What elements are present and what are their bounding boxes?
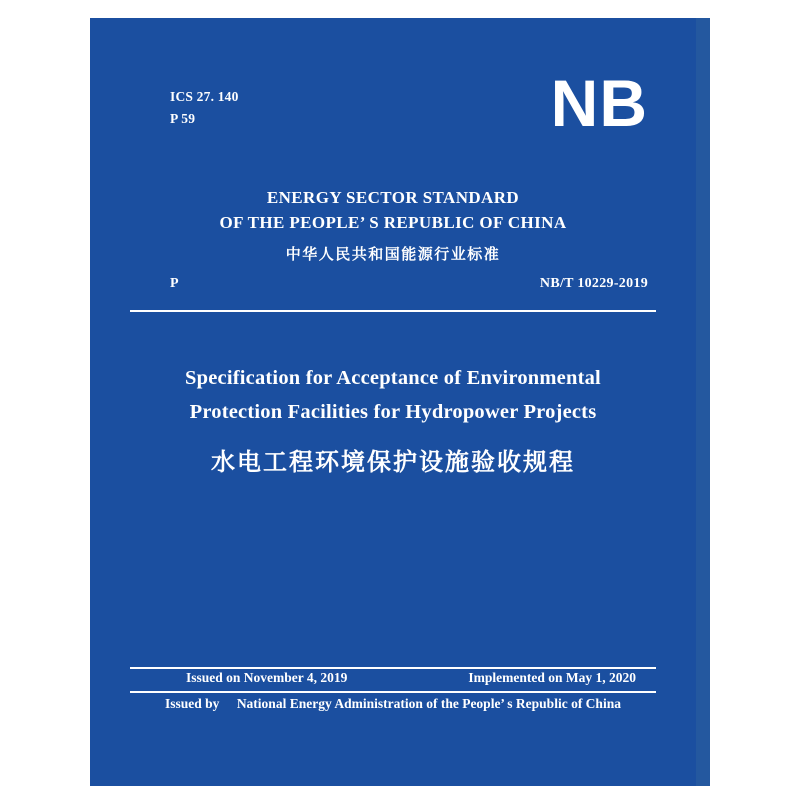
- designation-row: [90, 276, 696, 296]
- cover-spine-band: [696, 18, 710, 786]
- divider-bottom-upper: [130, 667, 656, 669]
- designation-class-code: P: [170, 276, 179, 291]
- issued-date: Issued on November 4, 2019: [186, 670, 348, 685]
- standard-cover: [90, 18, 710, 786]
- divider-bottom-lower: [130, 691, 656, 693]
- implemented-date: Implemented on May 1, 2020: [468, 670, 636, 685]
- cover-content: [90, 18, 696, 786]
- title-chinese: 水电工程环境保护设施验收规程: [211, 447, 575, 476]
- ics-block: [170, 86, 239, 131]
- issuer-organization: National Energy Administration of the People’ s Republic of China: [236, 696, 621, 711]
- designation-standard-number: NB/T 10229-2019: [539, 276, 648, 291]
- standard-header: [90, 186, 696, 264]
- header-english-line-2: OF THE PEOPLE’ S REPUBLIC OF CHINA: [219, 212, 567, 232]
- title-block: [90, 362, 696, 477]
- divider-top: [130, 310, 656, 312]
- title-english-line-1: Specification for Acceptance of Environmental: [185, 367, 601, 389]
- dates-row: [90, 670, 696, 692]
- issuer-row: [90, 696, 696, 712]
- header-chinese-line: 中华人民共和国能源行业标准: [285, 245, 501, 264]
- nb-logo: NB: [550, 66, 648, 140]
- header-english-line-1: ENERGY SECTOR STANDARD: [266, 188, 520, 207]
- classification-code: P 59: [170, 111, 196, 127]
- ics-number: ICS 27. 140: [170, 89, 239, 104]
- issuer-label: Issued by: [165, 696, 220, 711]
- title-english-line-2: Protection Facilities for Hydropower Projects: [189, 400, 597, 423]
